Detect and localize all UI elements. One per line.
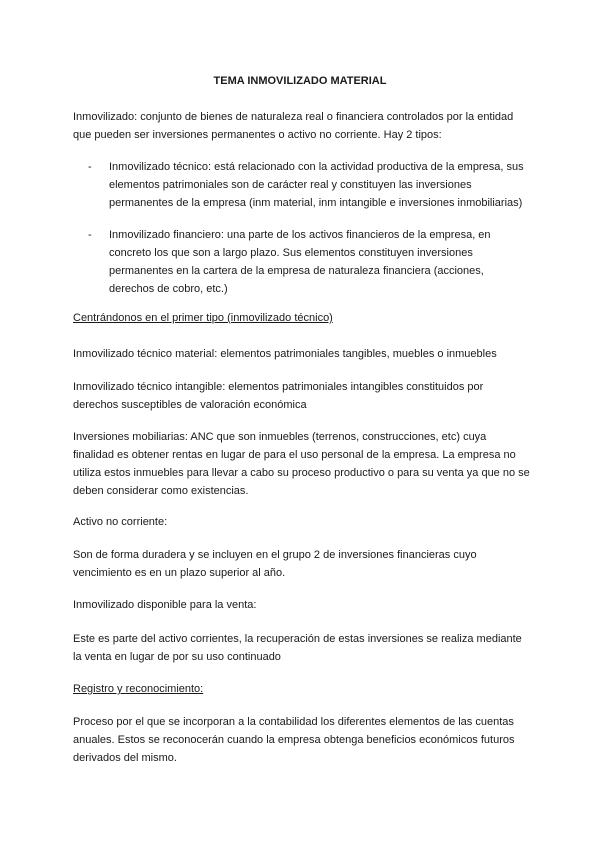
paragraph-intangible: Inmovilizado técnico intangible: elementos patrimoniales intangibles constituidos por derechos susceptibles de valoración económica	[73, 381, 484, 411]
list-bullet: -	[88, 161, 92, 173]
paragraph-anc-label: Activo no corriente:	[73, 516, 168, 528]
list-item-financial	[88, 226, 530, 298]
intro-paragraph: Inmovilizado: conjunto de bienes de naturaleza real o financiera controlados por la entidad que pueden ser inversiones permanentes o activo no corriente. Hay 2 tipos:	[73, 111, 514, 141]
paragraph-material: Inmovilizado técnico material: elementos patrimoniales tangibles, muebles o inmuebles	[73, 348, 497, 360]
list-item-technical	[88, 158, 530, 212]
list-bullet: -	[88, 229, 92, 241]
paragraph-anc-text: Son de forma duradera y se incluyen en el grupo 2 de inversiones financieras cuyo vencimiento es en un plazo superior al año.	[73, 549, 477, 579]
list-item-text: Inmovilizado técnico: está relacionado con la actividad productiva de la empresa, sus elementos patrimoniales son de carácter real y constituyen las inversiones permanentes de la empresa (inm material, inm intangible e inversiones inmobiliarias)	[109, 161, 524, 209]
paragraph-disp-text: Este es parte del activo corrientes, la recuperación de estas inversiones se realiza mediante la venta en lugar de por su uso continuado	[73, 633, 522, 663]
paragraph-disp-label: Inmovilizado disponible para la venta:	[73, 599, 257, 611]
section-heading-registro: Registro y reconocimiento:	[73, 683, 204, 695]
list-item-text: Inmovilizado financiero: una parte de los activos financieros de la empresa, en concreto los que son a largo plazo. Sus elementos constituyen inversiones permanentes en la cartera de la empresa de naturaleza financiera (acciones, derechos de cobro, etc.)	[109, 229, 491, 295]
section-heading-technical: Centrándonos en el primer tipo (inmovilizado técnico)	[73, 312, 333, 324]
document-title: TEMA INMOVILIZADO MATERIAL	[213, 75, 387, 87]
paragraph-registro: Proceso por el que se incorporan a la contabilidad los diferentes elementos de las cuentas anuales. Estos se reconocerán cuando la empresa obtenga beneficios económicos futuros derivados del mismo.	[73, 716, 515, 764]
paragraph-inversiones: Inversiones mobiliarias: ANC que son inmuebles (terrenos, construcciones, etc) cuya finalidad es obtener rentas en lugar de para el uso personal de la empresa. La empresa no utiliza estos inmuebles para llevar a cabo su proceso productivo o para su venta ya que no se deben considerar como existencias.	[73, 431, 530, 497]
